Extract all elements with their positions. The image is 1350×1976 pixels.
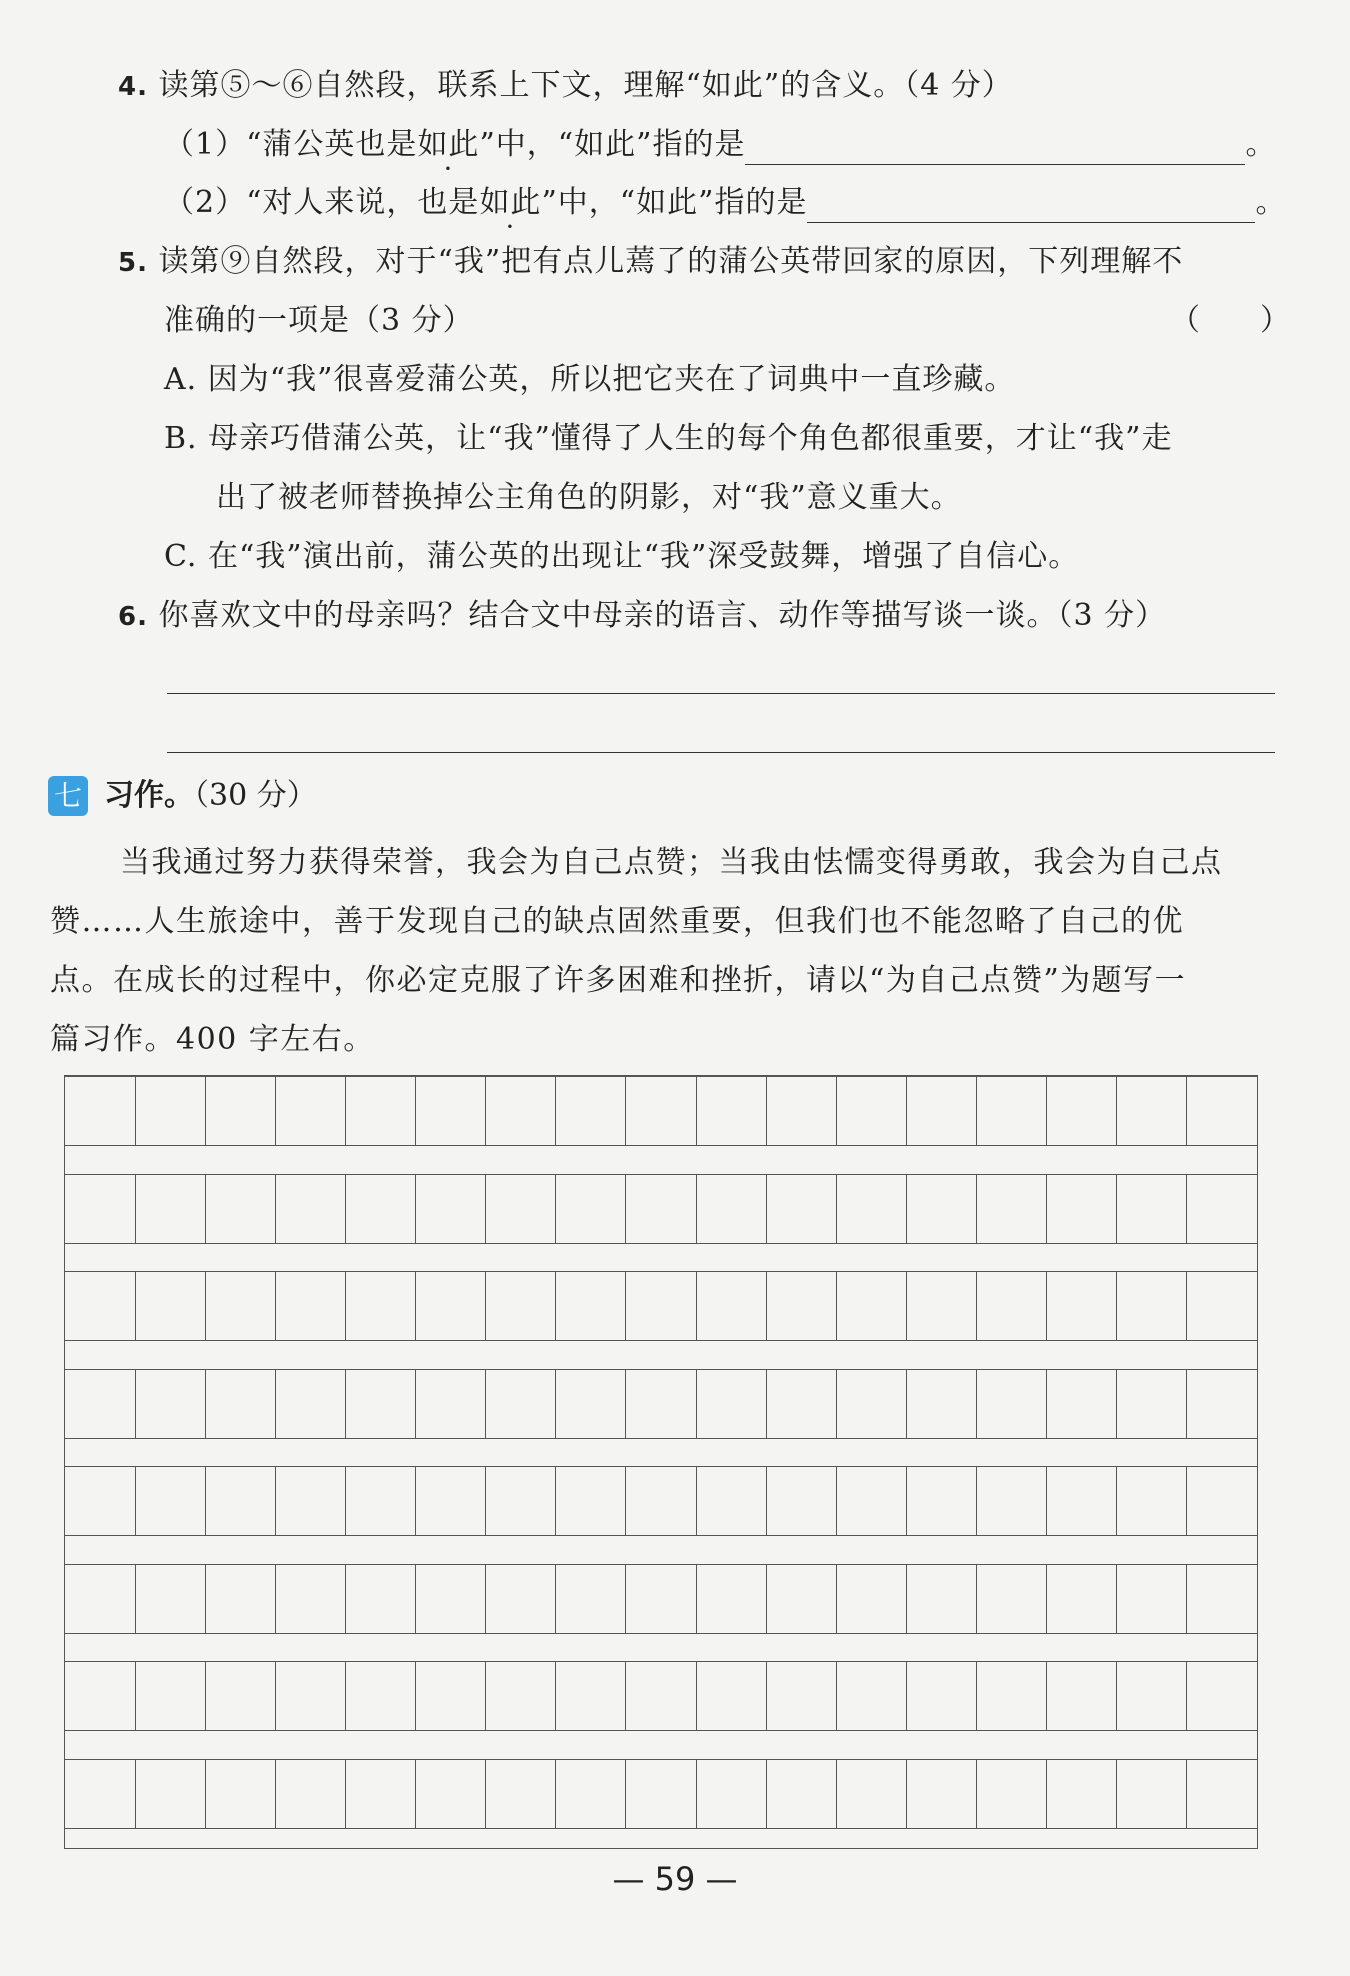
- grid-cell[interactable]: [1186, 1370, 1187, 1438]
- option-b-line2: 出了被老师替换掉公主角色的阴影，对“我”意义重大。: [216, 480, 962, 515]
- grid-cell[interactable]: [135, 1467, 136, 1535]
- grid-cell[interactable]: [345, 1760, 346, 1828]
- question-4-text: 读第⑤～⑥自然段，联系上下文，理解“如此”的含义。（4 分）: [158, 68, 1013, 103]
- grid-cell[interactable]: [415, 1370, 416, 1438]
- grid-cell[interactable]: [135, 1175, 136, 1243]
- grid-cell[interactable]: [275, 1370, 276, 1438]
- grid-cell[interactable]: [555, 1370, 556, 1438]
- question-5: [118, 242, 1183, 283]
- question-6-text: 你喜欢文中的母亲吗？结合文中母亲的语言、动作等描写谈一谈。（3 分）: [158, 598, 1167, 633]
- grid-cell[interactable]: [766, 1662, 767, 1730]
- grid-cell[interactable]: [275, 1760, 276, 1828]
- grid-cell[interactable]: [906, 1272, 907, 1340]
- sub2-prefix: （2）“对人来说，也是: [164, 185, 480, 220]
- answer-parentheses-5[interactable]: （ ）: [1170, 303, 1290, 338]
- grid-cell[interactable]: [555, 1467, 556, 1535]
- grid-cell[interactable]: [976, 1077, 977, 1145]
- option-a: A. 因为“我”很喜爱蒲公英，所以把它夹在了词典中一直珍藏。: [164, 362, 1016, 397]
- grid-cell[interactable]: [625, 1662, 626, 1730]
- grid-cell[interactable]: [976, 1175, 977, 1243]
- prompt-line-3: 点。在成长的过程中，你必定克服了许多困难和挫折，请以“为自己点赞”为题写一: [50, 963, 1187, 998]
- grid-cell[interactable]: [1046, 1760, 1047, 1828]
- prompt-line-2: 赞……人生旅途中，善于发现自己的缺点固然重要，但我们也不能忽略了自己的优: [50, 904, 1184, 939]
- period: 。: [1255, 185, 1287, 220]
- grid-cell[interactable]: [696, 1175, 697, 1243]
- option-b-line1: B. 母亲巧借蒲公英，让“我”懂得了人生的每个角色都很重要，才让“我”走: [164, 421, 1173, 456]
- grid-cell[interactable]: [1186, 1662, 1187, 1730]
- grid-cell[interactable]: [836, 1272, 837, 1340]
- grid-cell[interactable]: [415, 1662, 416, 1730]
- writing-grid[interactable]: [64, 1075, 1258, 1849]
- question-4: [118, 66, 1013, 107]
- grid-cell[interactable]: [836, 1760, 837, 1828]
- grid-cell[interactable]: [1116, 1077, 1117, 1145]
- grid-cell[interactable]: [135, 1662, 136, 1730]
- prompt-line-1: 当我通过努力获得荣誉，我会为自己点赞；当我由怯懦变得勇敢，我会为自己点: [120, 845, 1223, 880]
- grid-row: [65, 1564, 1257, 1634]
- grid-cell[interactable]: [836, 1662, 837, 1730]
- grid-cell[interactable]: [1116, 1760, 1117, 1828]
- grid-cell[interactable]: [906, 1760, 907, 1828]
- grid-cell[interactable]: [766, 1272, 767, 1340]
- grid-cell[interactable]: [135, 1565, 136, 1633]
- grid-cell[interactable]: [836, 1175, 837, 1243]
- grid-cell[interactable]: [1046, 1467, 1047, 1535]
- question-5-line1: 读第⑨自然段，对于“我”把有点儿蔫了的蒲公英带回家的原因，下列理解不: [158, 244, 1184, 279]
- grid-cell[interactable]: [415, 1272, 416, 1340]
- grid-cell[interactable]: [345, 1370, 346, 1438]
- grid-cell[interactable]: [976, 1272, 977, 1340]
- answer-blank-4-1[interactable]: [745, 130, 1245, 165]
- grid-cell[interactable]: [345, 1272, 346, 1340]
- grid-cell[interactable]: [625, 1272, 626, 1340]
- answer-blank-4-2[interactable]: [807, 188, 1255, 223]
- grid-cell[interactable]: [766, 1077, 767, 1145]
- grid-cell[interactable]: [485, 1662, 486, 1730]
- grid-cell[interactable]: [625, 1565, 626, 1633]
- grid-cell[interactable]: [275, 1077, 276, 1145]
- grid-cell[interactable]: [345, 1662, 346, 1730]
- grid-cell[interactable]: [906, 1467, 907, 1535]
- grid-cell[interactable]: [275, 1272, 276, 1340]
- section-7-score: （30 分）: [194, 778, 317, 813]
- question-5-line2: 准确的一项是（3 分）: [164, 303, 474, 338]
- grid-cell[interactable]: [836, 1565, 837, 1633]
- grid-cell[interactable]: [1186, 1467, 1187, 1535]
- grid-cell[interactable]: [696, 1565, 697, 1633]
- grid-cell[interactable]: [485, 1272, 486, 1340]
- grid-cell[interactable]: [205, 1272, 206, 1340]
- sub2-suffix: ”中，“如此”指的是: [541, 185, 808, 220]
- grid-cell[interactable]: [205, 1662, 206, 1730]
- grid-cell[interactable]: [766, 1467, 767, 1535]
- question-4-sub1: [164, 125, 1276, 165]
- sub2-emphasis: 如此: [479, 185, 542, 220]
- grid-cell[interactable]: [1116, 1175, 1117, 1243]
- grid-cell[interactable]: [205, 1760, 206, 1828]
- grid-cell[interactable]: [275, 1662, 276, 1730]
- grid-cell[interactable]: [205, 1370, 206, 1438]
- grid-cell[interactable]: [625, 1370, 626, 1438]
- grid-cell[interactable]: [555, 1175, 556, 1243]
- grid-cell[interactable]: [696, 1662, 697, 1730]
- prompt-line-4: 篇习作。400 字左右。: [50, 1022, 375, 1057]
- grid-cell[interactable]: [415, 1467, 416, 1535]
- page-number: — 59 —: [612, 1860, 738, 1898]
- grid-cell[interactable]: [906, 1077, 907, 1145]
- grid-row: [65, 1759, 1257, 1829]
- grid-cell[interactable]: [696, 1272, 697, 1340]
- grid-cell[interactable]: [555, 1077, 556, 1145]
- grid-cell[interactable]: [1046, 1662, 1047, 1730]
- grid-cell[interactable]: [836, 1077, 837, 1145]
- grid-cell[interactable]: [1116, 1662, 1117, 1730]
- grid-cell[interactable]: [906, 1565, 907, 1633]
- grid-cell[interactable]: [976, 1760, 977, 1828]
- grid-cell[interactable]: [1046, 1565, 1047, 1633]
- grid-cell[interactable]: [205, 1565, 206, 1633]
- grid-cell[interactable]: [485, 1565, 486, 1633]
- grid-cell[interactable]: [415, 1175, 416, 1243]
- grid-cell[interactable]: [1186, 1077, 1187, 1145]
- grid-cell[interactable]: [1116, 1467, 1117, 1535]
- grid-cell[interactable]: [976, 1662, 977, 1730]
- grid-cell[interactable]: [906, 1370, 907, 1438]
- grid-cell[interactable]: [1186, 1565, 1187, 1633]
- grid-cell[interactable]: [485, 1467, 486, 1535]
- question-6: [118, 596, 1166, 637]
- grid-cell[interactable]: [766, 1175, 767, 1243]
- answer-line-6-2[interactable]: [167, 752, 1275, 753]
- grid-cell[interactable]: [696, 1760, 697, 1828]
- grid-cell[interactable]: [205, 1467, 206, 1535]
- grid-cell[interactable]: [976, 1467, 977, 1535]
- grid-cell[interactable]: [1186, 1175, 1187, 1243]
- grid-row: [65, 1174, 1257, 1244]
- grid-cell[interactable]: [345, 1175, 346, 1243]
- grid-cell[interactable]: [976, 1370, 977, 1438]
- grid-cell[interactable]: [275, 1467, 276, 1535]
- grid-cell[interactable]: [1046, 1272, 1047, 1340]
- grid-cell[interactable]: [485, 1077, 486, 1145]
- grid-cell[interactable]: [1046, 1077, 1047, 1145]
- grid-cell[interactable]: [906, 1662, 907, 1730]
- option-c: C. 在“我”演出前，蒲公英的出现让“我”深受鼓舞，增强了自信心。: [164, 539, 1080, 574]
- grid-row: [65, 1369, 1257, 1439]
- grid-cell[interactable]: [555, 1760, 556, 1828]
- grid-row: [65, 1466, 1257, 1536]
- grid-cell[interactable]: [625, 1077, 626, 1145]
- grid-cell[interactable]: [135, 1272, 136, 1340]
- grid-cell[interactable]: [1186, 1272, 1187, 1340]
- grid-row: [65, 1076, 1257, 1146]
- grid-cell[interactable]: [696, 1370, 697, 1438]
- grid-row: [65, 1661, 1257, 1731]
- grid-cell[interactable]: [275, 1565, 276, 1633]
- grid-cell[interactable]: [906, 1175, 907, 1243]
- grid-cell[interactable]: [345, 1565, 346, 1633]
- grid-cell[interactable]: [345, 1467, 346, 1535]
- question-4-sub2: [164, 183, 1286, 223]
- grid-cell[interactable]: [415, 1760, 416, 1828]
- grid-cell[interactable]: [836, 1370, 837, 1438]
- grid-cell[interactable]: [205, 1077, 206, 1145]
- grid-cell[interactable]: [555, 1565, 556, 1633]
- grid-cell[interactable]: [625, 1175, 626, 1243]
- answer-line-6-1[interactable]: [167, 693, 1275, 694]
- sub1-emphasis: 如此: [417, 127, 480, 162]
- grid-cell[interactable]: [766, 1565, 767, 1633]
- grid-cell[interactable]: [485, 1370, 486, 1438]
- grid-cell[interactable]: [1046, 1175, 1047, 1243]
- section-7-badge: 七: [48, 776, 88, 816]
- grid-cell[interactable]: [625, 1760, 626, 1828]
- sub1-prefix: （1）“蒲公英也是: [164, 127, 418, 162]
- grid-cell[interactable]: [555, 1662, 556, 1730]
- grid-cell[interactable]: [275, 1175, 276, 1243]
- section-7-title-text: 习作。: [104, 778, 194, 813]
- grid-cell[interactable]: [485, 1760, 486, 1828]
- grid-cell[interactable]: [135, 1370, 136, 1438]
- grid-cell[interactable]: [625, 1467, 626, 1535]
- grid-cell[interactable]: [766, 1760, 767, 1828]
- grid-cell[interactable]: [555, 1272, 556, 1340]
- grid-cell[interactable]: [1116, 1565, 1117, 1633]
- grid-cell[interactable]: [976, 1565, 977, 1633]
- grid-cell[interactable]: [345, 1077, 346, 1145]
- grid-cell[interactable]: [135, 1077, 136, 1145]
- section-7-title: [104, 776, 317, 816]
- grid-cell[interactable]: [135, 1760, 136, 1828]
- grid-cell[interactable]: [1116, 1272, 1117, 1340]
- sub1-suffix: ”中，“如此”指的是: [479, 127, 746, 162]
- grid-cell[interactable]: [696, 1077, 697, 1145]
- grid-cell[interactable]: [766, 1370, 767, 1438]
- question-4-number: 4.: [118, 72, 148, 102]
- grid-cell[interactable]: [1116, 1370, 1117, 1438]
- grid-cell[interactable]: [415, 1565, 416, 1633]
- grid-cell[interactable]: [205, 1175, 206, 1243]
- grid-cell[interactable]: [836, 1467, 837, 1535]
- period: 。: [1245, 127, 1277, 162]
- grid-cell[interactable]: [696, 1467, 697, 1535]
- question-5-number: 5.: [118, 248, 148, 278]
- grid-cell[interactable]: [1186, 1760, 1187, 1828]
- grid-row: [65, 1271, 1257, 1341]
- grid-cell[interactable]: [415, 1077, 416, 1145]
- grid-cell[interactable]: [1046, 1370, 1047, 1438]
- grid-cell[interactable]: [485, 1175, 486, 1243]
- question-6-number: 6.: [118, 602, 148, 632]
